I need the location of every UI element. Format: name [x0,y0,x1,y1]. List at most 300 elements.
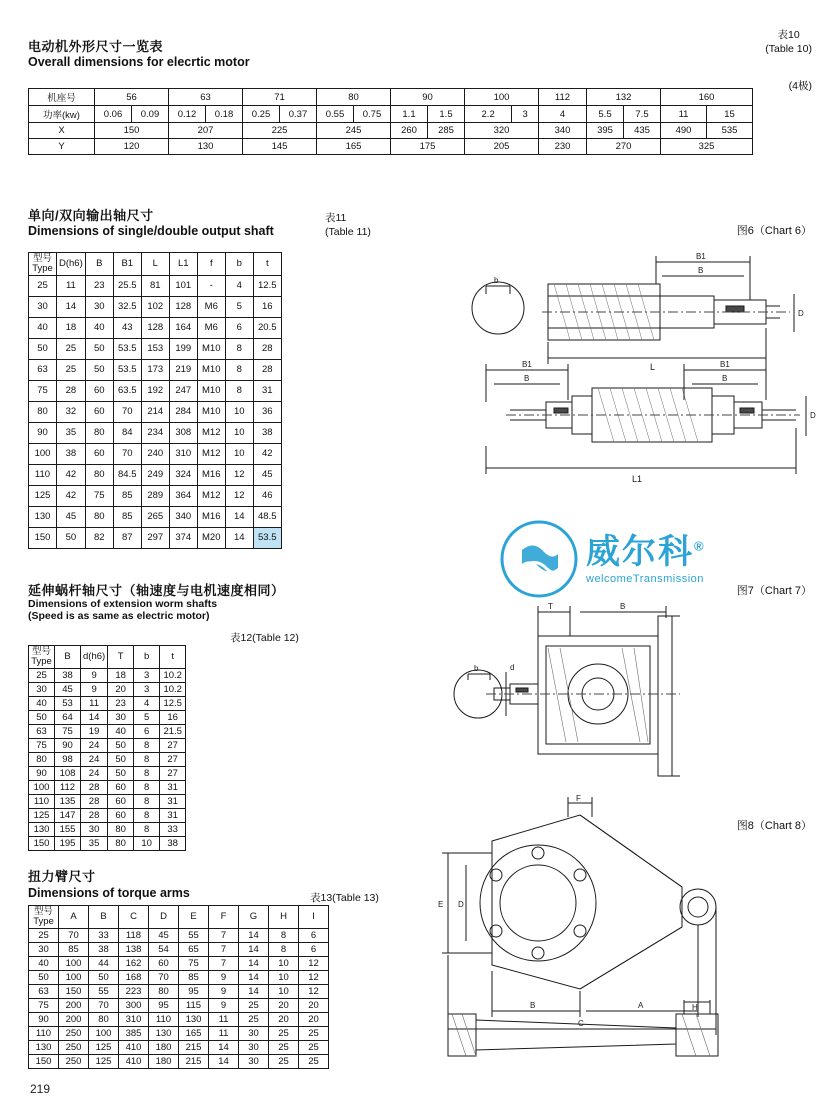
table-header-row [29,253,282,276]
table-row [29,89,753,106]
cell: 50 [108,752,134,766]
cell: 87 [113,527,141,548]
cell: 128 [141,317,169,338]
cell: 75 [29,738,55,752]
cell: 11 [57,275,86,296]
cell: 9 [209,970,239,984]
svg-text:A: A [638,1001,644,1010]
cell: 4 [539,106,587,123]
table11-label [325,212,371,239]
cell: 364 [169,485,197,506]
cell: 43 [113,317,141,338]
cell: 38 [55,668,81,682]
cell: 6 [225,317,253,338]
cell: 165 [179,1026,209,1040]
cell: 45 [253,464,281,485]
cell: 10 [269,970,299,984]
cell: 247 [169,380,197,401]
col-header: B1 [113,253,141,276]
col-header: G [239,906,269,929]
cell: 55 [89,984,119,998]
cell: 12 [299,984,329,998]
cell: 6 [134,724,160,738]
cell: 31 [160,794,186,808]
cell: 60 [85,443,113,464]
cell: 100 [89,1026,119,1040]
cell: - [197,275,225,296]
cell: 14 [209,1054,239,1068]
cell: 3 [134,668,160,682]
cell: 3 [134,682,160,696]
col-header-type: 型号 Type [29,906,59,929]
svg-text:d: d [510,663,515,672]
cell: 60 [108,794,134,808]
cell: 50 [108,738,134,752]
cell: 340 [539,123,587,139]
svg-text:B: B [698,266,704,275]
cell: 31 [160,808,186,822]
svg-text:D: D [798,309,804,318]
section3-title-en-line1: Dimensions of extension worm shafts [28,598,218,610]
cell: 5 [134,710,160,724]
cell: 27 [160,766,186,780]
cell: 324 [169,464,197,485]
col-header: b [134,646,160,669]
cell: 120 [95,139,169,155]
cell: 112 [55,780,81,794]
cell: 85 [113,506,141,527]
table-row [29,296,282,317]
cell: 180 [149,1040,179,1054]
table-row [29,359,282,380]
cell: 135 [55,794,81,808]
table-row [29,1012,329,1026]
cell: 50 [29,970,59,984]
svg-text:H: H [692,1003,698,1012]
cell: 0.06 [95,106,132,123]
cell: 80 [108,822,134,836]
cell: 160 [661,89,753,106]
cell: 24 [81,738,108,752]
col-header-type: 型号 Type [29,253,57,276]
cell: 130 [29,822,55,836]
table13-label: 表13(Table 13) [310,892,379,904]
svg-text:D: D [458,900,464,909]
cell: 80 [85,464,113,485]
cell: 162 [119,956,149,970]
table-row [29,696,186,710]
cell: 50 [85,359,113,380]
table-row [29,338,282,359]
cell: 8 [269,928,299,942]
cell: 20 [269,998,299,1012]
cell: 80 [149,984,179,998]
cell: 90 [55,738,81,752]
cell: 310 [119,1012,149,1026]
cell: 25 [299,1026,329,1040]
cell: 42 [57,464,86,485]
cell: 180 [149,1054,179,1068]
cell: 18 [108,668,134,682]
cell: 215 [179,1054,209,1068]
cell: 80 [317,89,391,106]
cell: 30 [29,942,59,956]
col-header: B [85,253,113,276]
cell: 36 [253,401,281,422]
cell: 38 [253,422,281,443]
cell: 0.25 [243,106,280,123]
cell: 230 [539,139,587,155]
cell: 165 [317,139,391,155]
cell: 14 [239,942,269,956]
row-header: X [29,123,95,139]
cell: 28 [253,359,281,380]
cell: 63 [29,724,55,738]
cell: 20 [108,682,134,696]
table10-label-en: (Table 10) [765,43,812,56]
table11-label-en: (Table 11) [325,225,371,238]
cell: 8 [134,752,160,766]
cell: 90 [29,422,57,443]
cell: 25.5 [113,275,141,296]
col-header: L1 [169,253,197,276]
cell: 63 [29,984,59,998]
col-header: H [269,906,299,929]
table-row [29,1026,329,1040]
cell: 20 [299,998,329,1012]
table-row [29,780,186,794]
chart8-label: 图8（Chart 8） [736,820,812,832]
svg-text:T: T [548,602,553,611]
table-row [29,710,186,724]
col-header: D(h6) [57,253,86,276]
cell: 173 [141,359,169,380]
chart7-label: 图7（Chart 7） [736,585,812,597]
cell: 153 [141,338,169,359]
cell: 28 [57,380,86,401]
cell: 285 [428,123,465,139]
col-header: L [141,253,169,276]
cell: 40 [29,317,57,338]
cell: 155 [55,822,81,836]
table-row [29,422,282,443]
svg-text:B1: B1 [522,360,532,369]
cell: 23 [108,696,134,710]
table-row [29,724,186,738]
cell: 42 [57,485,86,506]
cell: M10 [197,338,225,359]
cell: 10 [269,984,299,998]
cell: 14 [239,984,269,998]
cell: 28 [253,338,281,359]
table-row [29,464,282,485]
table12-label: 表12(Table 12) [230,632,299,644]
cell: M12 [197,422,225,443]
table-row [29,380,282,401]
cell: 95 [179,984,209,998]
cell: 40 [108,724,134,738]
watermark-subtitle: welcomeTransmission [586,573,704,585]
cell: 30 [81,822,108,836]
svg-text:C: C [578,1019,584,1028]
col-header: D [149,906,179,929]
row-header: 功率(kw) [29,106,95,123]
cell: 150 [29,1054,59,1068]
cell: 23 [85,275,113,296]
cell: 82 [85,527,113,548]
cell: 10 [225,401,253,422]
cell: 30 [108,710,134,724]
cell: 70 [89,998,119,1012]
cell: 374 [169,527,197,548]
cell: 2.2 [465,106,512,123]
cell: 7.5 [624,106,661,123]
cell: 38 [160,836,186,850]
cell: 45 [55,682,81,696]
svg-text:B: B [530,1001,536,1010]
cell: 125 [89,1054,119,1068]
cell: 265 [141,506,169,527]
cell: 8 [225,359,253,380]
cell: 12.5 [160,696,186,710]
cell: M10 [197,401,225,422]
cell: 27 [160,738,186,752]
cell: 3 [512,106,539,123]
table-row [29,942,329,956]
table-row [29,1040,329,1054]
cell: 71 [243,89,317,106]
cell: 75 [29,998,59,1012]
cell: 35 [81,836,108,850]
cell: 63.5 [113,380,141,401]
cell: 150 [59,984,89,998]
cell: 5.5 [587,106,624,123]
svg-text:L: L [650,362,656,372]
cell: 16 [253,296,281,317]
cell: 25 [269,1026,299,1040]
cell: M12 [197,443,225,464]
cell: 28 [81,794,108,808]
cell: 130 [29,506,57,527]
table-extension-worm-shaft-dimensions [28,645,186,851]
table-row [29,956,329,970]
section4-title-cn: 扭力臂尺寸 [28,869,96,884]
cell: 30 [29,296,57,317]
cell: 130 [29,1040,59,1054]
cell: 8 [269,942,299,956]
cell: 21.5 [160,724,186,738]
cell: 45 [149,928,179,942]
table-row [29,1054,329,1068]
cell: 24 [81,752,108,766]
cell: 385 [119,1026,149,1040]
cell: 250 [59,1040,89,1054]
cell: 16 [160,710,186,724]
row-header: Y [29,139,95,155]
col-header: T [108,646,134,669]
cell: 100 [59,970,89,984]
cell: 14 [239,970,269,984]
cell: 110 [29,1026,59,1040]
svg-text:L1: L1 [632,474,643,484]
cell: 14 [225,527,253,548]
svg-text:B: B [620,602,626,611]
table-row [29,527,282,548]
cell: 0.75 [354,106,391,123]
cell: 5 [225,296,253,317]
table-row [29,485,282,506]
cell: 63 [29,359,57,380]
cell: 14 [225,506,253,527]
table-row [29,822,186,836]
cell: 75 [55,724,81,738]
svg-text:E: E [438,900,444,909]
table-torque-arm-dimensions [28,905,329,1069]
cell: 84.5 [113,464,141,485]
cell: 11 [209,1012,239,1026]
cell: 168 [119,970,149,984]
cell: 70 [149,970,179,984]
cell: 50 [85,338,113,359]
cell: 25 [269,1040,299,1054]
col-header: I [299,906,329,929]
cell: 33 [89,928,119,942]
cell: 85 [113,485,141,506]
cell: 0.12 [169,106,206,123]
cell: 25 [239,1012,269,1026]
cell: 112 [539,89,587,106]
cell: 70 [59,928,89,942]
svg-text:F: F [576,795,581,803]
poles-label: (4极) [788,80,812,92]
cell: 11 [661,106,707,123]
col-header: C [119,906,149,929]
table-row [29,928,329,942]
cell: 10.2 [160,668,186,682]
cell: 50 [57,527,86,548]
cell: 11 [209,1026,239,1040]
cell: 50 [108,766,134,780]
col-header: A [59,906,89,929]
cell: 150 [29,836,55,850]
cell: 48.5 [253,506,281,527]
cell: 8 [134,780,160,794]
cell: 110 [149,1012,179,1026]
cell: 25 [299,1040,329,1054]
cell: 100 [29,780,55,794]
cell: 7 [209,928,239,942]
cell: 410 [119,1040,149,1054]
col-header: B [55,646,81,669]
cell: 9 [209,984,239,998]
cell: M16 [197,464,225,485]
cell: 33 [160,822,186,836]
cell: 8 [134,738,160,752]
cell: M20 [197,527,225,548]
cell: 15 [707,106,753,123]
cell: 310 [169,443,197,464]
cell: 25 [57,338,86,359]
cell: 14 [209,1040,239,1054]
cell: 12 [299,956,329,970]
table-row [29,317,282,338]
cell: 14 [57,296,86,317]
cell: 150 [95,123,169,139]
cell: 0.09 [132,106,169,123]
cell: M16 [197,506,225,527]
cell: 340 [169,506,197,527]
section2-title-cn: 单向/双向输出轴尺寸 [28,208,154,223]
cell: 60 [108,808,134,822]
cell: 320 [465,123,539,139]
cell: 25 [269,1054,299,1068]
col-header: E [179,906,209,929]
cell: 100 [465,89,539,106]
table-row [29,766,186,780]
table-row [29,794,186,808]
cell: 6 [299,928,329,942]
cell: 40 [29,696,55,710]
cell: 234 [141,422,169,443]
cell: 284 [169,401,197,422]
cell: 289 [141,485,169,506]
col-header: f [197,253,225,276]
cell: 25 [29,275,57,296]
cell: 80 [29,401,57,422]
cell: 90 [391,89,465,106]
table-row [29,139,753,155]
cell: 10 [225,422,253,443]
cell: 60 [149,956,179,970]
table11-label-cn: 表11 [325,212,347,224]
cell: 8 [134,822,160,836]
table-header-row [29,646,186,669]
cell: M6 [197,317,225,338]
cell: 90 [29,1012,59,1026]
cell: 214 [141,401,169,422]
cell: 215 [179,1040,209,1054]
section4-title-en: Dimensions of torque arms [28,886,190,900]
page-number: 219 [30,1082,51,1096]
cell: 46 [253,485,281,506]
cell: 195 [55,836,81,850]
table-row [29,401,282,422]
cell: 0.18 [206,106,243,123]
cell: 175 [391,139,465,155]
cell: 30 [85,296,113,317]
svg-text:B: B [524,374,530,383]
cell: 60 [108,780,134,794]
cell: 40 [29,956,59,970]
cell: 50 [89,970,119,984]
cell: 207 [169,123,243,139]
cell: 0.37 [280,106,317,123]
cell: 25 [57,359,86,380]
cell: 4 [225,275,253,296]
cell: 435 [624,123,661,139]
cell: 7 [209,956,239,970]
cell: 20.5 [253,317,281,338]
cell: 98 [55,752,81,766]
cell: 199 [169,338,197,359]
cell: 1.1 [391,106,428,123]
cell: 30 [239,1054,269,1068]
col-header: t [253,253,281,276]
cell: 100 [29,443,57,464]
col-header: d(h6) [81,646,108,669]
table-overall-motor-dimensions [28,88,753,155]
cell: 60 [85,401,113,422]
